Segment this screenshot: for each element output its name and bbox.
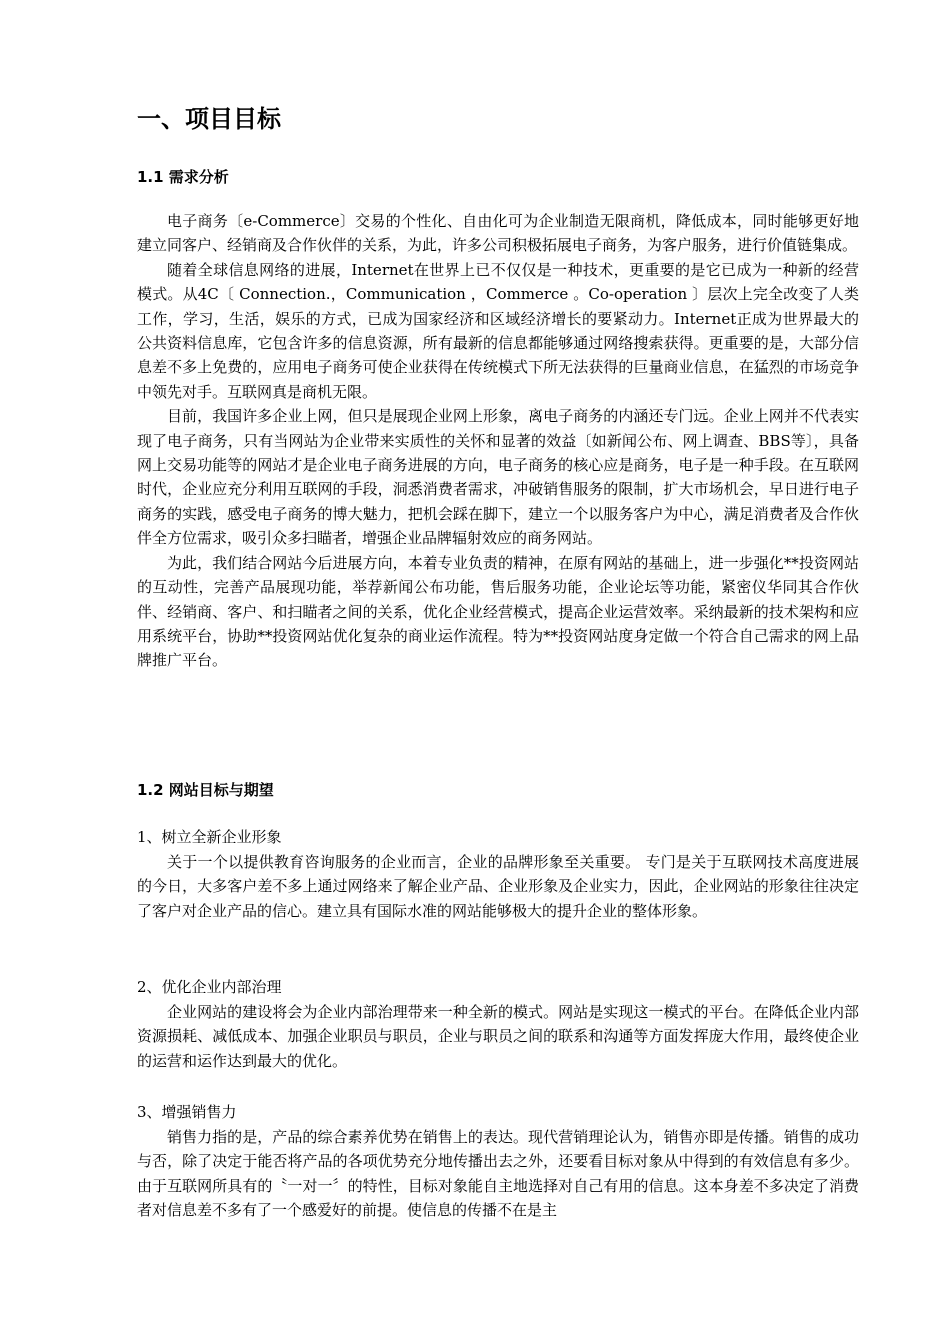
section-heading-requirements: 1.1 需求分析 — [137, 168, 229, 186]
item-title-sales: 3、增强销售力 — [137, 1103, 237, 1121]
paragraph: 销售力指的是，产品的综合素养优势在销售上的表达。现代营销理论认为，销售亦即是传播。销售的成功与否，除了决定于能否将产品的各项优势充分地传播出去之外，还要看目标对象从中得到的有效信息有多少。由于互联网所具有的〝一对一〞的特性，目标对象能自主地选择对自己有用的信息。这本身差不多决定了消费者对信息差不多有了一个感爱好的前提。使信息的传播不在是主 — [137, 1128, 859, 1220]
section-heading-goals: 1.2 网站目标与期望 — [137, 781, 274, 799]
item-body-sales — [137, 1125, 859, 1223]
item-body-management — [137, 1000, 859, 1073]
page-title: 一、项目目标 — [137, 105, 281, 133]
item-body-image — [137, 850, 859, 923]
section-body-requirements — [137, 209, 859, 673]
item-title-management: 2、优化企业内部治理 — [137, 978, 282, 996]
paragraph: 关于一个以提供教育咨询服务的企业而言，企业的品牌形象至关重要。 专门是关于互联网技术高度进展的今日，大多客户差不多上通过网络来了解企业产品、企业形象及企业实力，因此，企业网站的形象往往决定了客户对企业产品的信心。建立具有国际水准的网站能够极大的提升企业的整体形象。 — [137, 853, 859, 920]
paragraph: 企业网站的建设将会为企业内部治理带来一种全新的模式。网站是实现这一模式的平台。在降低企业内部资源损耗、减低成本、加强企业职员与职员，企业与职员之间的联系和沟通等方面发挥庞大作用，最终使企业的运营和运作达到最大的优化。 — [137, 1003, 859, 1070]
item-title-image: 1、树立全新企业形象 — [137, 828, 282, 846]
paragraph: 随着全球信息网络的进展，Internet在世界上已不仅仅是一种技术，更重要的是它已成为一种新的经营模式。从4C〔 Connection.，Communication ，Commerce 。Co-operation 〕层次上完全改变了人类工作，学习，生活，娱乐的方式，已成为国家经济和区域经济增长的要紧动力。Internet正成为世界最大的公共资料信息库，它包含许多的信息资源，所有最新的信息都能够通过网络搜索获得。更重要的是，大部分信息差不多上免费的，应用电子商务可使企业获得在传统模式下所无法获得的巨量商业信息，在猛烈的市场竞争中领先对手。互联网真是商机无限。 — [137, 260, 859, 401]
paragraph: 电子商务〔e-Commerce〕交易的个性化、自由化可为企业制造无限商机，降低成本，同时能够更好地建立同客户、经销商及合作伙伴的关系，为此，许多公司积极拓展电子商务，为客户服务，进行价值链集成。 — [137, 212, 859, 255]
paragraph: 为此，我们结合网站今后进展方向，本着专业负责的精神，在原有网站的基础上，进一步强化**投资网站的互动性，完善产品展现功能，举荐新闻公布功能，售后服务功能，企业论坛等功能，紧密仪华同其合作伙伴、经销商、客户、和扫瞄者之间的关系，优化企业经营模式，提高企业运营效率。采纳最新的技术架构和应用系统平台，协助**投资网站优化复杂的商业运作流程。特为**投资网站度身定做一个符合自己需求的网上品牌推广平台。 — [137, 553, 859, 670]
paragraph: 目前，我国许多企业上网，但只是展现企业网上形象，离电子商务的内涵还专门远。企业上网并不代表实现了电子商务，只有当网站为企业带来实质性的关怀和显著的效益〔如新闻公布、网上调查、BBS等〕，具备网上交易功能等的网站才是企业电子商务进展的方向，电子商务的核心应是商务，电子是一种手段。在互联网时代，企业应充分利用互联网的手段，洞悉消费者需求，冲破销售服务的限制，扩大市场机会，早日进行电子商务的实践，感受电子商务的博大魅力，把机会踩在脚下，建立一个以服务客户为中心，满足消费者及合作伙伴全方位需求，吸引众多扫瞄者，增强企业品牌辐射效应的商务网站。 — [137, 407, 859, 548]
